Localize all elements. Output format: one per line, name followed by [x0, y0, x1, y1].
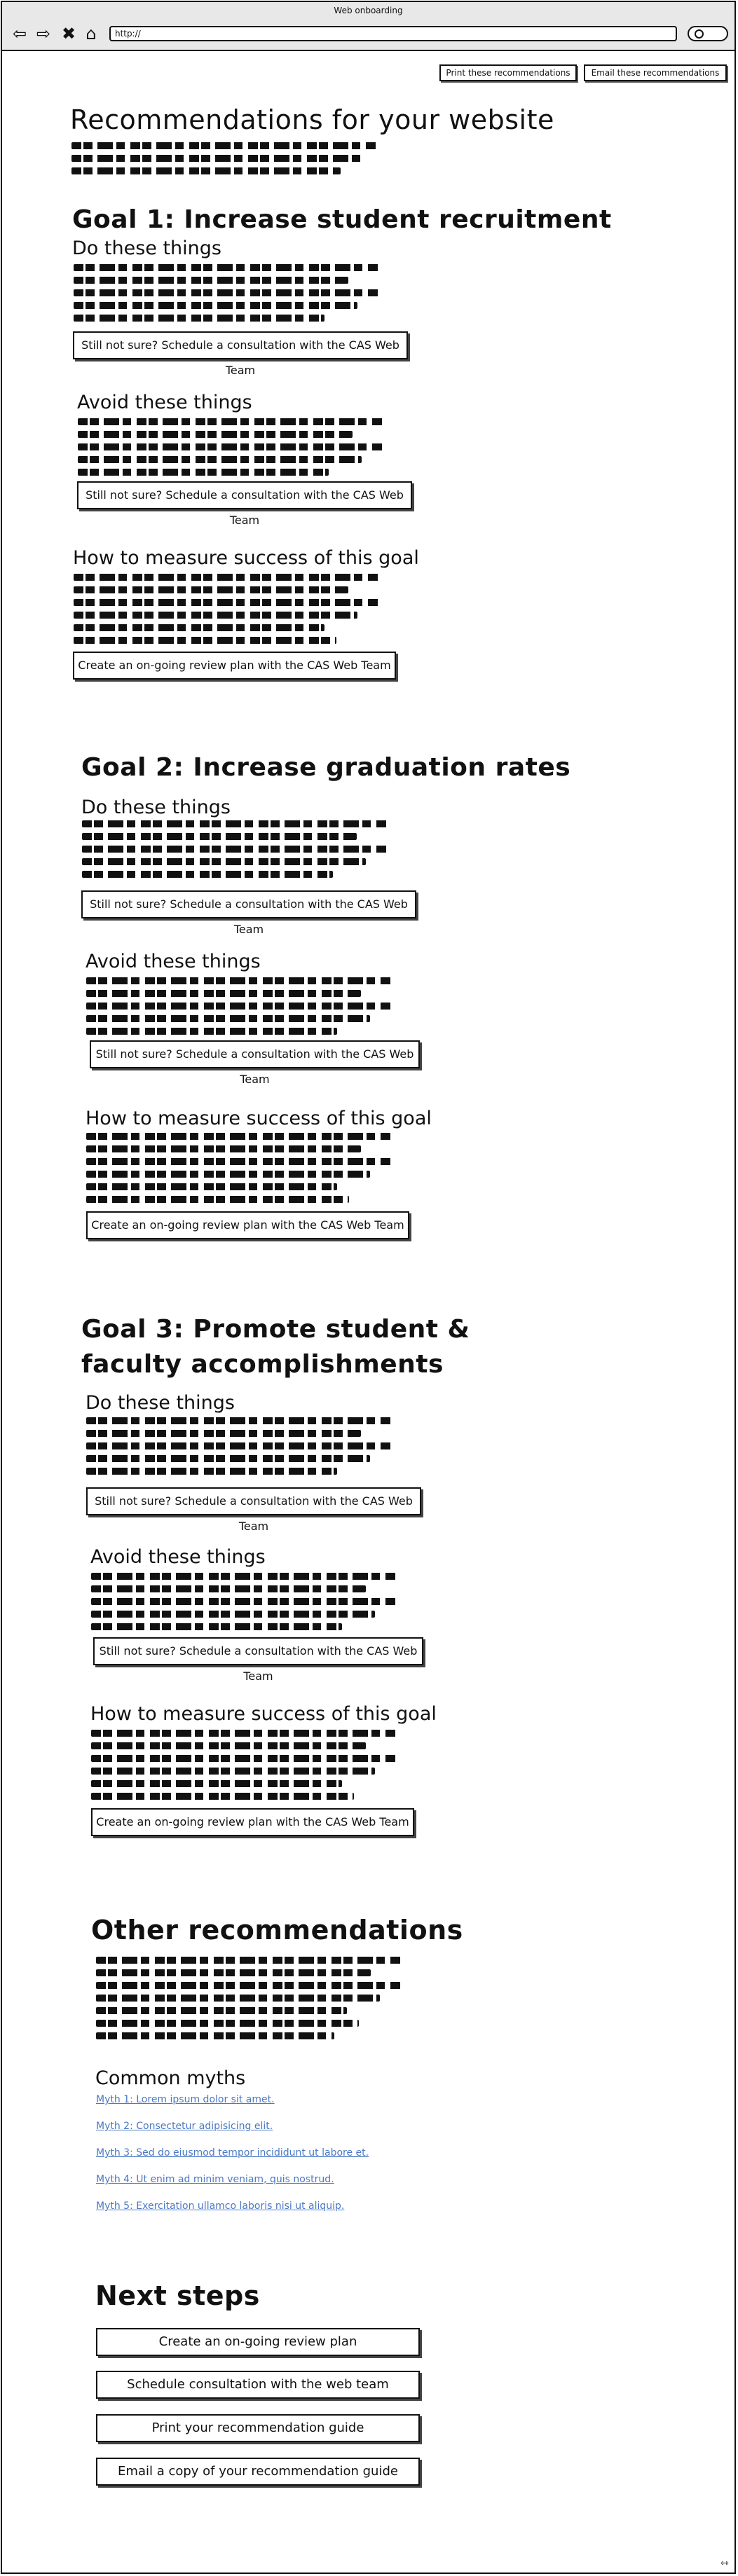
close-icon[interactable]: ✖: [61, 24, 76, 43]
back-arrow-icon[interactable]: ⇦: [12, 24, 27, 43]
goal-3-measure-heading: How to measure success of this goal: [90, 1703, 437, 1725]
email-recommendations-button[interactable]: Email these recommendations: [584, 64, 727, 81]
goal-3-review-plan-button[interactable]: Create an on-going review plan with the CAS Web Team: [91, 1808, 414, 1836]
search-button[interactable]: [688, 26, 728, 41]
other-recommendations-text: [96, 1957, 402, 2045]
goal-3-avoid-text: [91, 1573, 397, 1636]
next-step-review-plan-button[interactable]: Create an on-going review plan: [96, 2328, 420, 2356]
search-icon: [695, 29, 704, 39]
forward-arrow-icon[interactable]: ⇨: [36, 24, 51, 43]
goal-1-measure-heading: How to measure success of this goal: [73, 547, 419, 569]
window-title: Web onboarding: [2, 2, 734, 19]
myth-link-4[interactable]: Myth 4: Ut enim ad minim veniam, quis nostrud.: [96, 2174, 334, 2185]
next-step-print-guide-button[interactable]: Print your recommendation guide: [96, 2414, 420, 2442]
print-recommendations-button[interactable]: Print these recommendations: [439, 64, 577, 81]
goal-2-measure-text: [86, 1133, 392, 1208]
goal-3-do-consult-button[interactable]: Still not sure? Schedule a consultation with the CAS Web Team: [86, 1487, 421, 1515]
common-myths-heading: Common myths: [95, 2067, 246, 2089]
goal-1-avoid-heading: Avoid these things: [77, 392, 252, 413]
goal-1-avoid-consult-button[interactable]: Still not sure? Schedule a consultation with the CAS Web Team: [77, 481, 412, 509]
other-recommendations-title: Other recommendations: [91, 1915, 463, 1945]
next-step-email-guide-button[interactable]: Email a copy of your recommendation guide: [96, 2458, 420, 2486]
browser-window: [1, 1, 736, 2574]
goal-2-avoid-text: [86, 977, 392, 1040]
goal-2-avoid-heading: Avoid these things: [86, 951, 261, 972]
browser-toolbar: [2, 19, 734, 51]
myth-link-5[interactable]: Myth 5: Exercitation ullamco laboris nisi ut aliquip.: [96, 2200, 345, 2212]
goal-1-avoid-text: [78, 418, 383, 481]
resize-handle-icon[interactable]: ⇿: [720, 2558, 729, 2569]
goal-1-title: Goal 1: Increase student recruitment: [72, 205, 612, 234]
goal-2-do-consult-button[interactable]: Still not sure? Schedule a consultation with the CAS Web Team: [81, 890, 416, 918]
myth-link-3[interactable]: Myth 3: Sed do eiusmod tempor incididunt ut labore et.: [96, 2147, 369, 2158]
goal-2-do-text: [82, 820, 388, 883]
goal-3-title-line2: faculty accomplishments: [81, 1350, 444, 1379]
goal-3-avoid-heading: Avoid these things: [90, 1546, 266, 1568]
goal-3-do-text: [86, 1417, 392, 1480]
goal-2-title: Goal 2: Increase graduation rates: [81, 753, 571, 782]
goal-1-measure-text: [74, 574, 379, 649]
intro-text: [71, 142, 377, 180]
page-title: Recommendations for your website: [70, 104, 554, 135]
goal-1-do-consult-button[interactable]: Still not sure? Schedule a consultation with the CAS Web Team: [73, 331, 408, 359]
myth-link-2[interactable]: Myth 2: Consectetur adipisicing elit.: [96, 2121, 273, 2132]
goal-1-review-plan-button[interactable]: Create an on-going review plan with the CAS Web Team: [73, 652, 396, 680]
goal-1-do-text: [74, 264, 379, 327]
next-steps-title: Next steps: [95, 2280, 260, 2311]
goal-2-do-heading: Do these things: [81, 797, 231, 818]
goal-3-measure-text: [91, 1730, 397, 1805]
goal-1-do-heading: Do these things: [72, 237, 221, 259]
goal-2-avoid-consult-button[interactable]: Still not sure? Schedule a consultation with the CAS Web Team: [90, 1040, 420, 1068]
myth-link-1[interactable]: Myth 1: Lorem ipsum dolor sit amet.: [96, 2094, 275, 2105]
goal-3-avoid-consult-button[interactable]: Still not sure? Schedule a consultation with the CAS Web Team: [93, 1637, 423, 1665]
goal-2-measure-heading: How to measure success of this goal: [86, 1108, 432, 1129]
goal-3-title-line1: Goal 3: Promote student &: [81, 1315, 470, 1344]
goal-3-do-heading: Do these things: [86, 1392, 235, 1414]
goal-2-review-plan-button[interactable]: Create an on-going review plan with the CAS Web Team: [86, 1211, 409, 1239]
url-input[interactable]: http://: [109, 26, 677, 41]
home-icon[interactable]: ⌂: [86, 24, 97, 43]
next-step-schedule-consultation-button[interactable]: Schedule consultation with the web team: [96, 2371, 420, 2399]
